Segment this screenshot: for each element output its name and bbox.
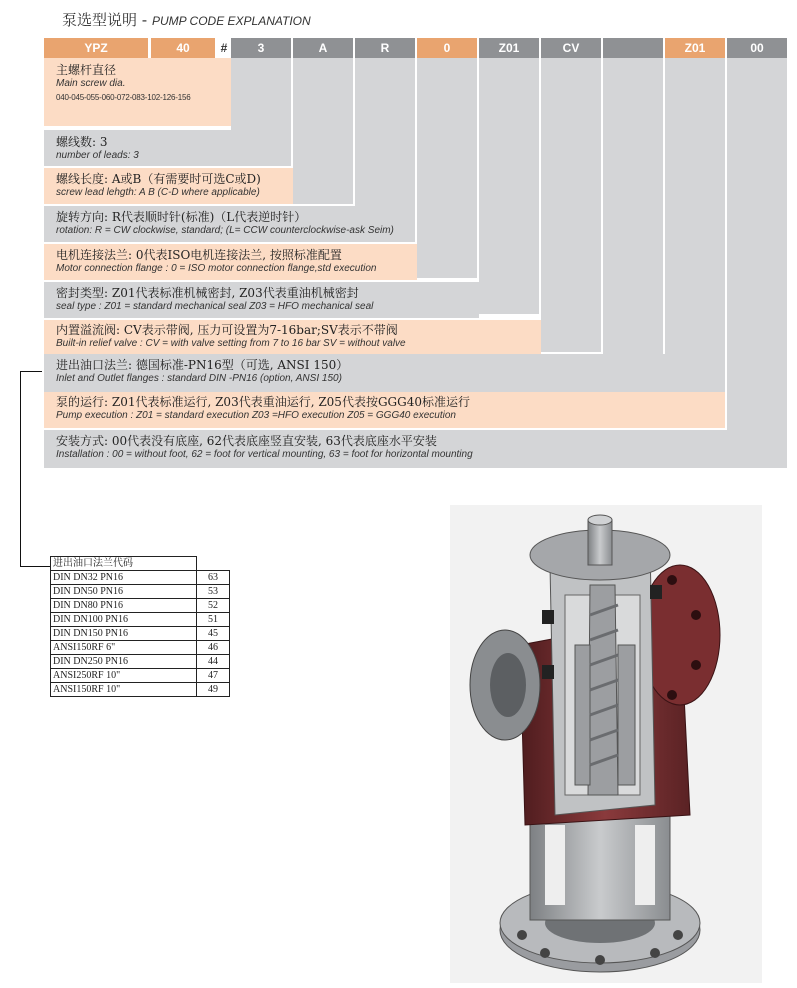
title-sep: -: [137, 11, 152, 29]
row-inlet-outlet: [44, 354, 665, 392]
col-bg-A: [293, 58, 353, 204]
flange-code-table: [50, 556, 230, 697]
code-cell-flanges: [603, 38, 663, 58]
row-motor-flange-en: Motor connection flange : 0 = ISO motor connection flange,std execution: [56, 263, 377, 274]
row-execution: [44, 392, 725, 428]
row-installation-cn: 安装方式: 00代表没有底座, 62代表底座竖直安装, 63代表底座水平安装: [56, 434, 437, 448]
flange-name: DIN DN250 PN16: [51, 655, 197, 669]
flange-code: 52: [197, 599, 230, 613]
row-seal-cn: 密封类型: Z01代表标准机械密封, Z03代表重油机械密封: [56, 286, 359, 300]
col-bg-blank: [603, 58, 663, 392]
row-main-screw-en: Main screw dia.: [56, 78, 126, 89]
col-bg-00: [727, 58, 787, 468]
row-relief-valve-en: Built-in relief valve : CV = with valve setting from 7 to 16 bar SV = without valve: [56, 338, 406, 349]
row-inlet-outlet-en: Inlet and Outlet flanges : standard DIN -PN16 (option, ANSI 150): [56, 373, 342, 384]
title-en: PUMP CODE EXPLANATION: [151, 14, 311, 28]
row-seal: [44, 282, 479, 318]
code-cell-leads: 3: [231, 38, 291, 58]
col-bg-0: [417, 58, 477, 278]
connector-vertical: [20, 371, 21, 567]
code-cell-execution: Z01: [665, 38, 725, 58]
row-execution-en: Pump execution : Z01 = standard execution Z03 =HFO execution Z05 = GGG40 execution: [56, 410, 456, 421]
row-main-screw: [44, 58, 231, 126]
row-motor-flange: [44, 244, 417, 280]
table-row: [51, 585, 230, 599]
flange-code: 45: [197, 627, 230, 641]
connector-bottom: [20, 566, 50, 567]
code-cell-series: YPZ: [44, 38, 148, 58]
row-leads-en: number of leads: 3: [56, 150, 139, 161]
table-row: [51, 683, 230, 697]
flange-code: 47: [197, 669, 230, 683]
flange-table-header: 进出油口法兰代码: [51, 557, 197, 571]
row-inlet-outlet-cn: 进出油口法兰: 德国标准-PN16型（可选, ANSI 150）: [56, 358, 349, 372]
col-bg-Z01: [479, 58, 539, 314]
flange-name: ANSI250RF 10": [51, 669, 197, 683]
table-row: [51, 669, 230, 683]
row-leads-cn: 螺线数: 3: [56, 135, 108, 149]
row-main-screw-sizes: 040-045-055-060-072-083-102-126-156: [56, 93, 191, 102]
code-cell-rotation: R: [355, 38, 415, 58]
flange-code: 51: [197, 613, 230, 627]
flange-name: DIN DN100 PN16: [51, 613, 197, 627]
row-installation-en: Installation : 00 = without foot, 62 = foot for vertical mounting, 63 = foot for horizontal mounting: [56, 449, 473, 460]
row-installation: [44, 430, 787, 468]
col-bg-Z01b: [665, 58, 725, 428]
table-row: [51, 613, 230, 627]
table-row: [51, 641, 230, 655]
flange-code: 63: [197, 571, 230, 585]
flange-name: DIN DN50 PN16: [51, 585, 197, 599]
flange-table-header-row: [51, 557, 230, 571]
connector-top: [20, 371, 42, 372]
row-rotation-cn: 旋转方向: R代表顺时针(标准)（L代表逆时针）: [56, 210, 307, 224]
table-row: [51, 655, 230, 669]
code-cell-installation: 00: [727, 38, 787, 58]
flange-name: ANSI150RF 6": [51, 641, 197, 655]
row-relief-valve: [44, 320, 541, 354]
code-cell-dia: 40: [151, 38, 215, 58]
table-row: [51, 599, 230, 613]
pump-cutaway-image: [450, 505, 762, 983]
row-lead-length-en: screw lead lehgth: A B (C-D where applicable): [56, 187, 260, 198]
pump-illustration-svg: [450, 505, 762, 983]
flange-code: 53: [197, 585, 230, 599]
flange-name: ANSI150RF 10": [51, 683, 197, 697]
code-cell-seal: Z01: [479, 38, 539, 58]
code-cell-motor-flange: 0: [417, 38, 477, 58]
row-relief-valve-cn: 内置溢流阀: CV表示带阀, 压力可设置为7-16bar;SV表示不带阀: [56, 323, 398, 337]
row-rotation-en: rotation: R = CW clockwise, standard; (L= CCW counterclockwise-ask Seim): [56, 225, 394, 236]
page-title: [62, 9, 311, 30]
row-main-screw-cn: 主螺杆直径: [56, 63, 117, 77]
flange-table-header-empty: [197, 557, 230, 571]
row-rotation: [44, 206, 415, 242]
flange-code: 46: [197, 641, 230, 655]
row-lead-length: [44, 168, 293, 204]
flange-code: 49: [197, 683, 230, 697]
row-lead-length-cn: 螺线长度: A或B（有需要时可选C或D): [56, 172, 261, 186]
code-hash: #: [220, 41, 228, 55]
flange-name: DIN DN32 PN16: [51, 571, 197, 585]
title-cn: 泵选型说明: [62, 11, 138, 29]
code-cell-valve: CV: [541, 38, 601, 58]
code-cell-length: A: [293, 38, 353, 58]
flange-code: 44: [197, 655, 230, 669]
row-motor-flange-cn: 电机连接法兰: 0代表ISO电机连接法兰, 按照标准配置: [56, 248, 342, 262]
flange-name: DIN DN80 PN16: [51, 599, 197, 613]
col-bg-CV: [541, 58, 601, 352]
row-leads: [44, 130, 291, 166]
row-execution-cn: 泵的运行: Z01代表标准运行, Z03代表重油运行, Z05代表按GGG40标准运行: [56, 395, 470, 409]
table-row: [51, 571, 230, 585]
flange-name: DIN DN150 PN16: [51, 627, 197, 641]
table-row: [51, 627, 230, 641]
row-seal-en: seal type : Z01 = standard mechanical seal Z03 = HFO mechanical seal: [56, 301, 374, 312]
